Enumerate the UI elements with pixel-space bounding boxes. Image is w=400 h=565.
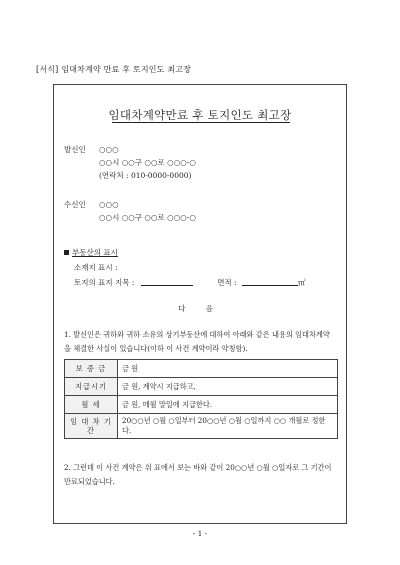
term-key: 월 세 bbox=[65, 396, 118, 414]
recipient-name: ○○○ bbox=[99, 200, 119, 209]
table-row bbox=[65, 378, 338, 396]
table-row bbox=[65, 360, 338, 378]
term-value: 금 원, 계약시 지급하고, bbox=[118, 378, 338, 396]
page-number: - 1 - bbox=[192, 529, 208, 538]
area-unit: ㎡ bbox=[297, 278, 306, 287]
paragraph-2: 2. 그런데 이 사건 계약은 위 표에서 보는 바와 같이 20○○년 ○월 ○일자로 그 기간이 만료되었습니다. bbox=[64, 463, 332, 486]
table-row bbox=[65, 414, 338, 439]
term-key: 보 증 금 bbox=[65, 360, 118, 378]
area-label: 면적 : bbox=[217, 278, 237, 287]
term-key: 임 대 차 기 간 bbox=[65, 414, 118, 439]
sender-role: 발신인 bbox=[64, 145, 86, 154]
document-title: 임대차계약만료 후 토지인도 최고장 bbox=[108, 108, 292, 122]
area-blank bbox=[242, 277, 298, 286]
title-underline bbox=[112, 122, 290, 123]
sender-address: ○○시 ○○구 ○○로 ○○○-○ bbox=[99, 158, 196, 167]
square-bullet-icon bbox=[64, 250, 69, 255]
paragraph-1: 1. 발신인은 귀하와 귀하 소유의 상기부동산에 대하여 아래와 같은 내용의 임대차계약을 체결한 사실이 있습니다(이하 이 사건 계약이라 약칭함). bbox=[64, 330, 330, 353]
land-blank bbox=[141, 277, 193, 286]
terms-table bbox=[64, 359, 338, 439]
location-line bbox=[74, 262, 118, 273]
form-label: [서식] 임대차계약 만료 후 토지인도 최고장 bbox=[36, 65, 192, 74]
document-frame bbox=[53, 84, 347, 524]
location-label: 소재지 표시 : bbox=[74, 263, 118, 272]
table-row bbox=[65, 396, 338, 414]
sender-name: ○○○ bbox=[99, 145, 119, 154]
land-label: 토지의 표지 지목 : bbox=[74, 278, 135, 287]
sender-contact: (연락처 : 010-0000-0000) bbox=[99, 171, 192, 180]
term-key: 지급시기 bbox=[65, 378, 118, 396]
property-heading: 부동산의 표시 bbox=[64, 247, 118, 258]
term-value: 금 원 bbox=[118, 360, 338, 378]
land-line bbox=[74, 277, 305, 288]
term-value: 20○○년 ○월 ○일부터 20○○년 ○월 ○일까지 ○○ 개월로 정한다. bbox=[118, 414, 338, 439]
recipient-role: 수신인 bbox=[64, 200, 86, 209]
recipient-address: ○○시 ○○구 ○○로 ○○○-○ bbox=[99, 213, 196, 222]
center-word: 다 음 bbox=[178, 304, 222, 313]
term-value: 금 원, 매월 말일에 지급한다. bbox=[118, 396, 338, 414]
